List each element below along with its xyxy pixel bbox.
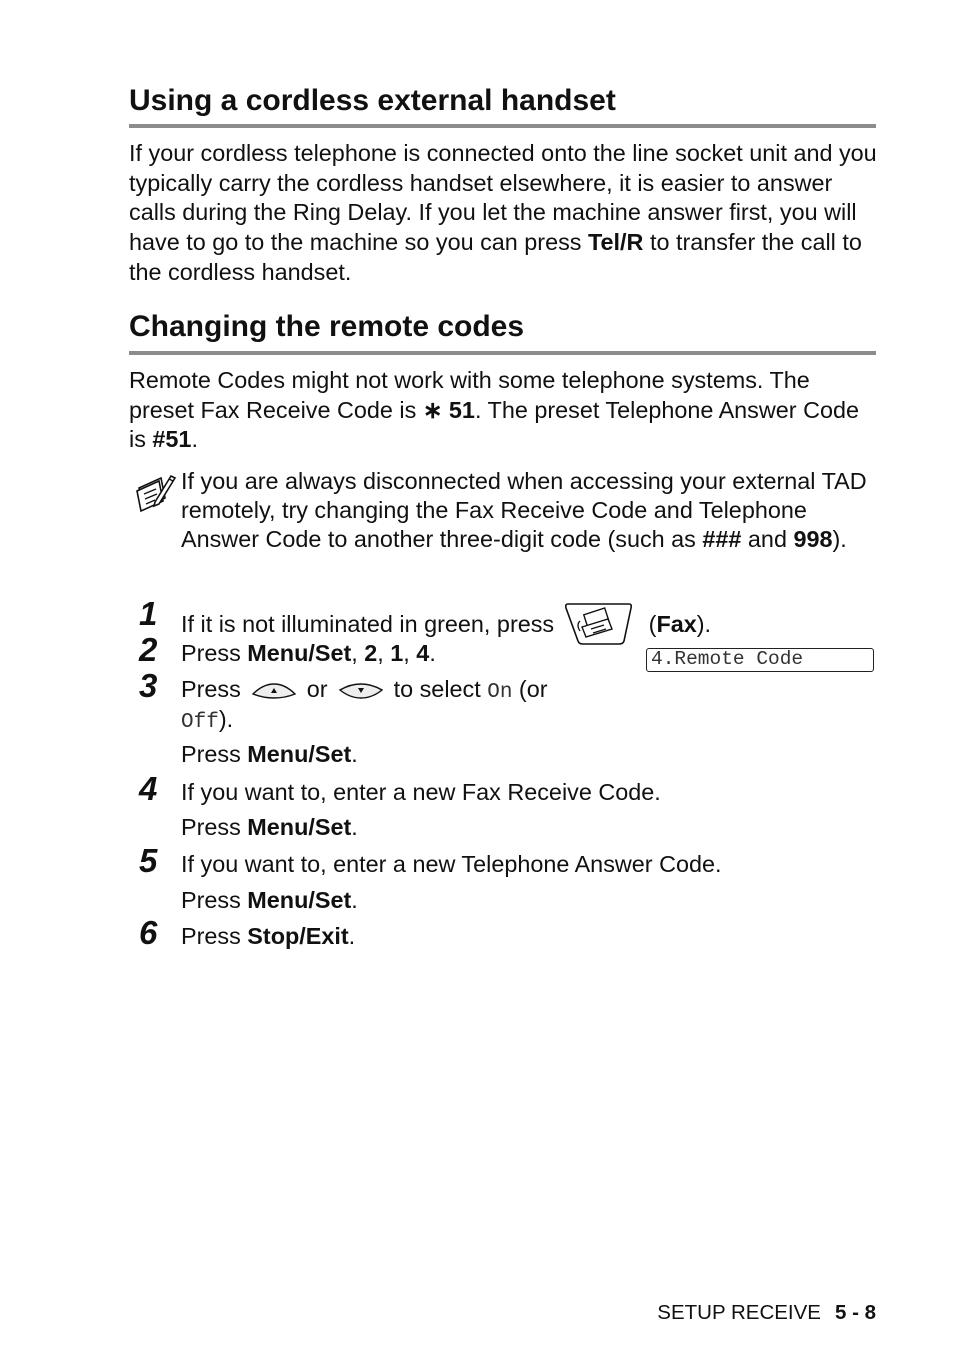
cordless-handset-paragraph: If your cordless telephone is connected onto the line socket unit and you typically carry the cordless handset elsewhere, it is easier to answer calls during the Ring Delay. If you let the machine answer first, you will have to go to the machine so you can press Tel/R to transfer the call to the cordless handset. bbox=[129, 140, 877, 285]
down-arrow-button-icon bbox=[338, 682, 384, 700]
footer-section: SETUP RECEIVE bbox=[657, 1301, 821, 1324]
step-2-text: Press Menu/Set, 2, 1, 4. bbox=[181, 640, 436, 666]
heading-rule bbox=[129, 351, 876, 355]
step-3-text: Press or to select On (or bbox=[181, 676, 548, 704]
step-3-press-menu-set: Press Menu/Set. bbox=[181, 741, 358, 767]
step-number: 5 bbox=[139, 842, 158, 879]
step-number: 2 bbox=[139, 631, 158, 668]
section-heading-remote-codes: Changing the remote codes bbox=[129, 310, 525, 343]
note-text: If you are always disconnected when accessing your external TAD remotely, try changing the Fax Receive Code and Telephone Answer Code to another three-digit code (such as ### and 998). bbox=[181, 468, 867, 552]
star-icon: ∗ bbox=[422, 396, 443, 423]
step-4-press-menu-set: Press Menu/Set. bbox=[181, 814, 358, 840]
page-number: 5 - 8 bbox=[834, 1301, 876, 1324]
step-5-press-menu-set: Press Menu/Set. bbox=[181, 887, 358, 913]
step-number: 6 bbox=[139, 914, 158, 951]
step-number: 4 bbox=[139, 770, 158, 807]
remote-codes-paragraph: Remote Codes might not work with some telephone systems. The preset Fax Receive Code is ∗ 51. The preset Telephone Answer Code is #51. bbox=[129, 367, 859, 453]
page-footer bbox=[657, 1301, 876, 1325]
fax-button-icon bbox=[564, 599, 634, 645]
lcd-display: 4.Remote Code bbox=[646, 648, 874, 672]
telephone-answer-code: #51 bbox=[152, 426, 192, 453]
step-4-text: If you want to, enter a new Fax Receive Code. bbox=[181, 779, 661, 805]
step-number: 3 bbox=[139, 667, 158, 704]
heading-rule bbox=[129, 124, 876, 128]
step-3-text-cont: Off). bbox=[181, 706, 234, 734]
note-pencil-icon bbox=[135, 472, 177, 512]
fax-receive-code: ∗ 51 bbox=[422, 396, 475, 423]
step-6-text: Press Stop/Exit. bbox=[181, 923, 356, 949]
tel-r-key-label: Tel/R bbox=[588, 229, 644, 256]
step-5-text: If you want to, enter a new Telephone Answer Code. bbox=[181, 851, 722, 877]
step-number: 1 bbox=[139, 595, 158, 632]
up-arrow-button-icon bbox=[251, 682, 297, 700]
section-heading-cordless-handset: Using a cordless external handset bbox=[129, 84, 616, 117]
step-1-text: If it is not illuminated in green, press (Fax). bbox=[181, 603, 711, 649]
